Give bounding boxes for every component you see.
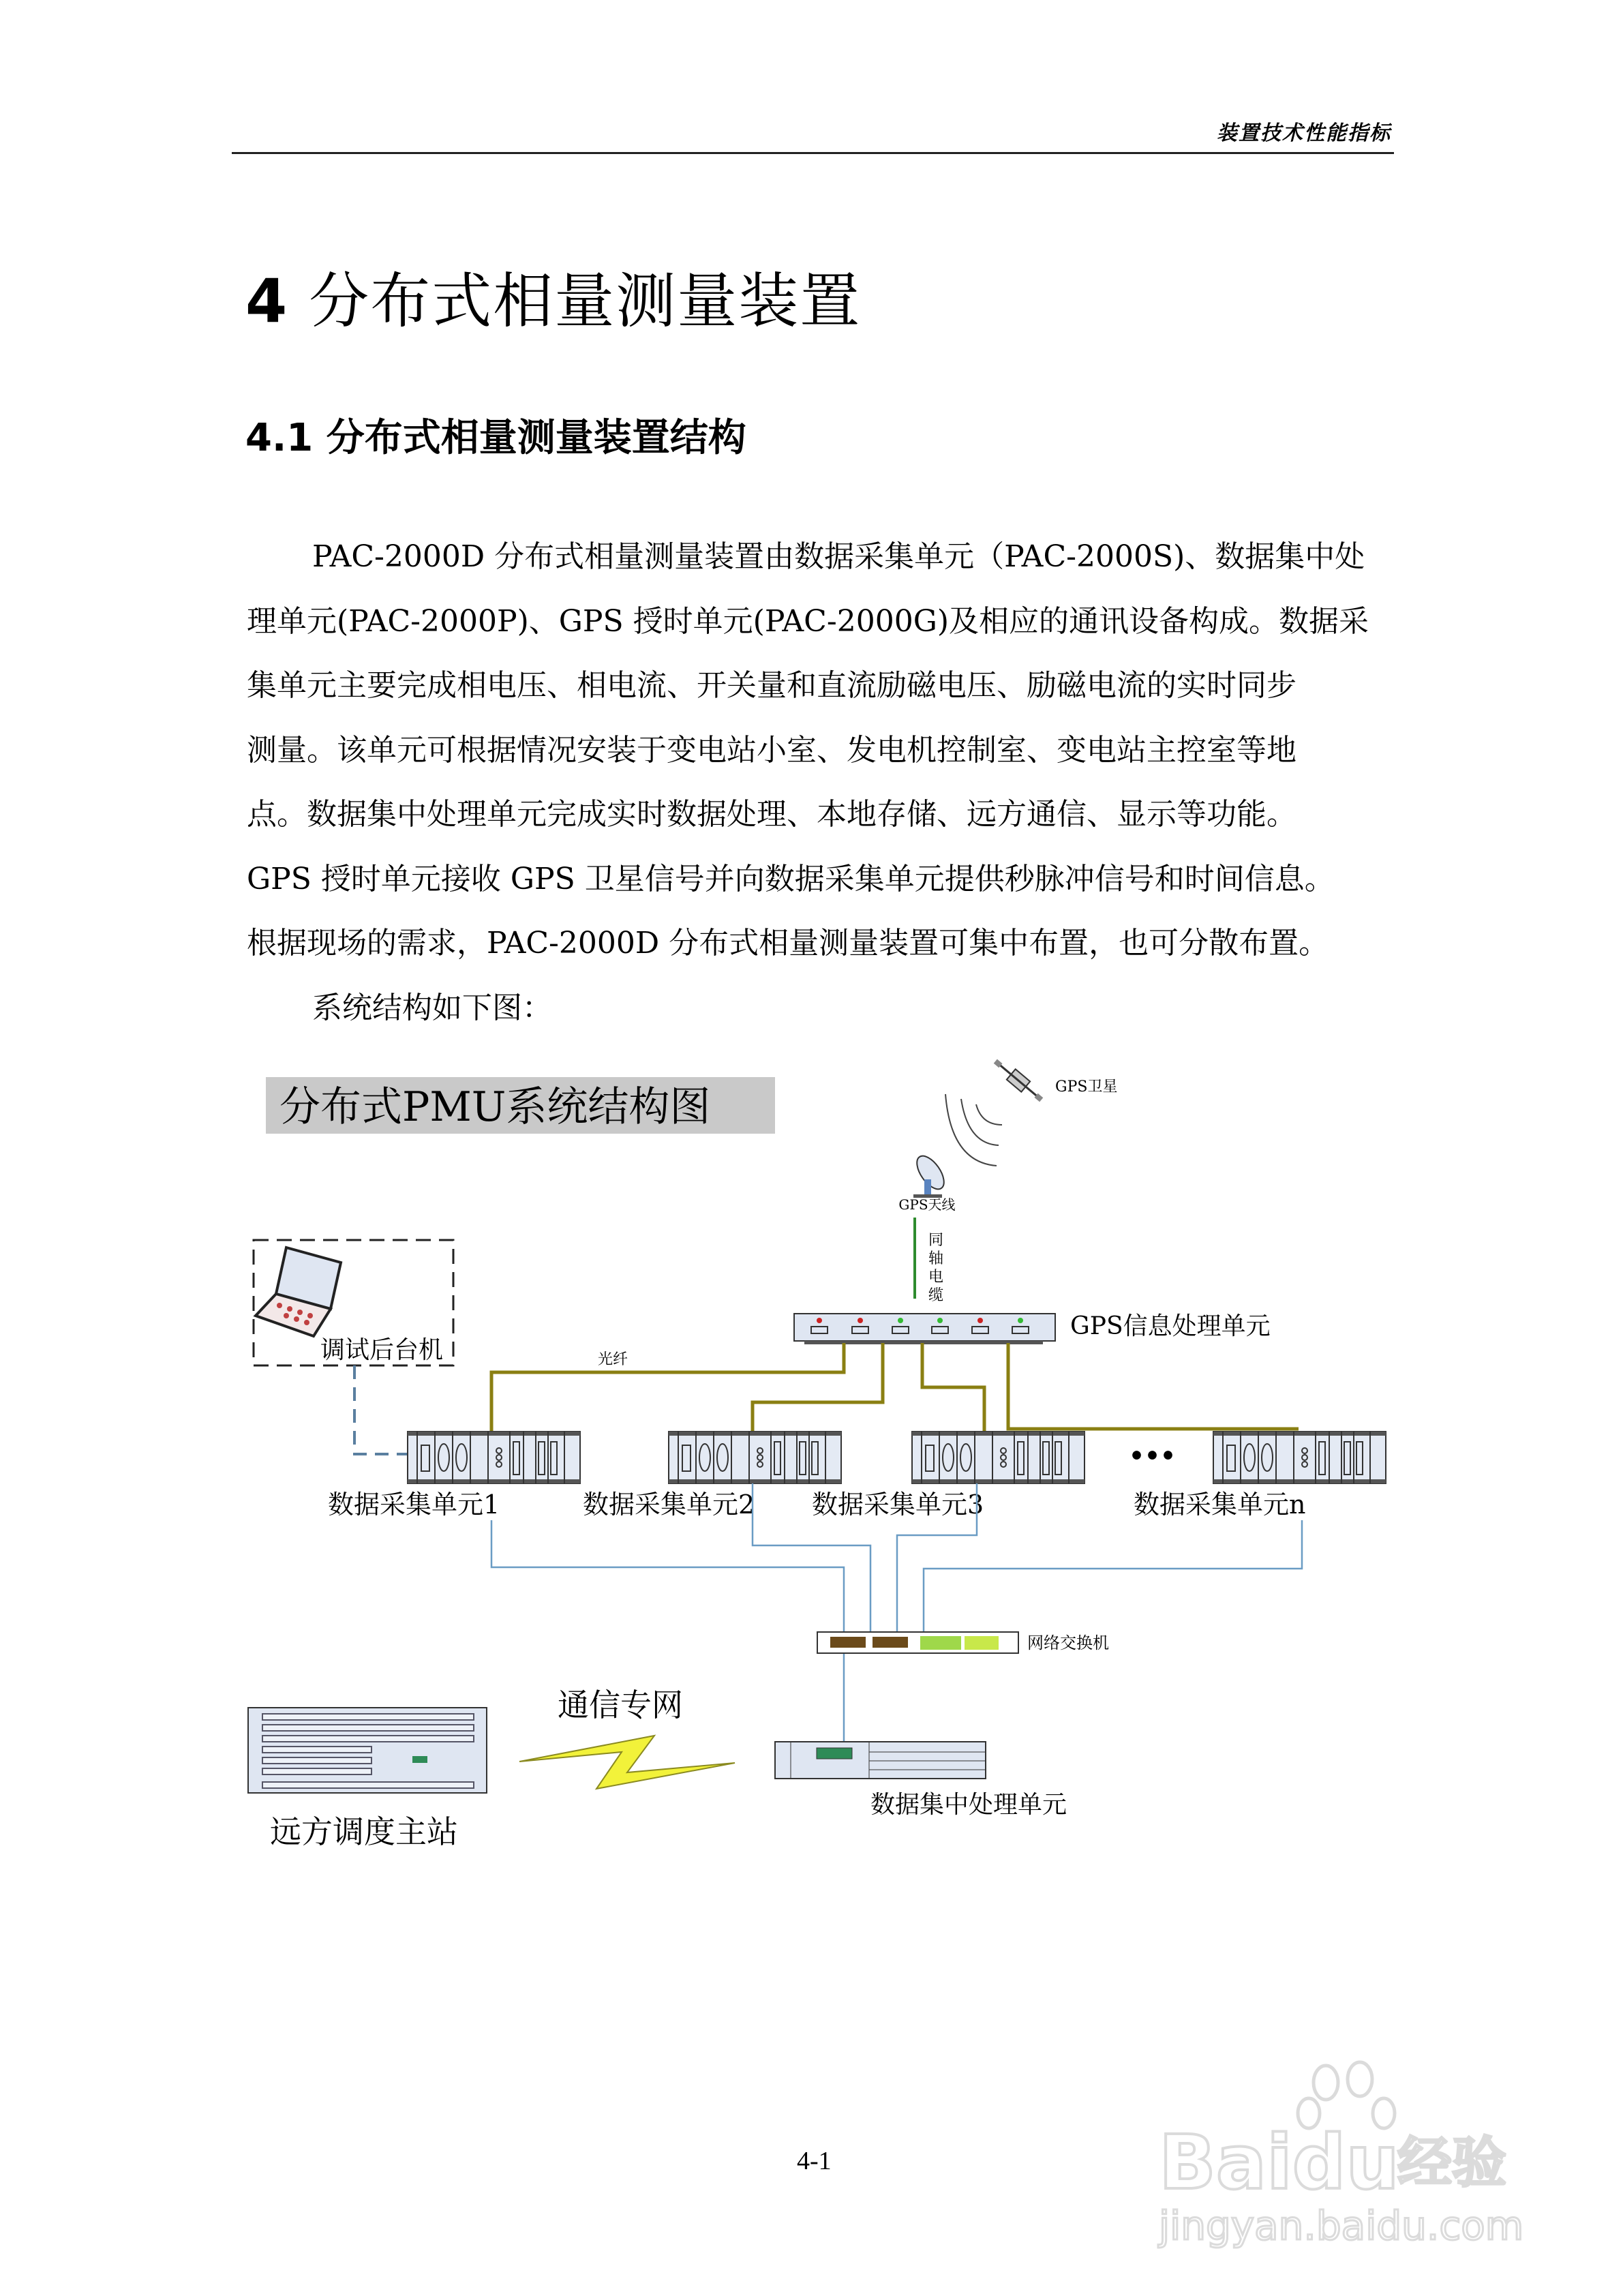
ellipsis: ••• — [1129, 1442, 1177, 1470]
acquisition-unit-label: 数据采集单元3 — [812, 1490, 984, 1520]
svg-text:经验: 经验 — [1397, 2131, 1506, 2194]
body-line: 点。数据集中处理单元完成实时数据处理、本地存储、远方通信、显示等功能。 — [247, 797, 1296, 832]
acquisition-unit-label: 数据采集单元1 — [328, 1490, 500, 1520]
switch-label: 网络交换机 — [1027, 1633, 1109, 1652]
acquisition-unit-3-device — [912, 1432, 1084, 1483]
coax-char: 电 — [928, 1269, 944, 1286]
body-line: 测量。该单元可根据情况安装于变电站小室、发电机控制室、变电站主控室等地 — [247, 732, 1296, 768]
body-line: GPS 授时单元接收 GPS 卫星信号并向数据采集单元提供秒脉冲信号和时间信息。 — [247, 861, 1335, 896]
diagram-title: 分布式PMU系统结构图 — [279, 1083, 711, 1131]
body-line: 根据现场的需求，PAC-2000D 分布式相量测量装置可集中布置，也可分散布置。 — [247, 926, 1329, 961]
gps-unit-label: GPS信息处理单元 — [1070, 1312, 1271, 1340]
remote-station-device — [248, 1708, 487, 1793]
chapter-title-text: 分布式相量测量装置 — [309, 266, 862, 336]
gps-satellite-label: GPS卫星 — [1055, 1078, 1118, 1096]
body-line: 理单元(PAC-2000P)、GPS 授时单元(PAC-2000G)及相应的通讯设备构成。数据采 — [247, 603, 1369, 639]
body-line: 集单元主要完成相电压、相电流、开关量和直流励磁电压、励磁电流的实时同步 — [247, 668, 1296, 703]
fiber-label: 光纤 — [598, 1351, 628, 1368]
network-switch-device — [817, 1632, 1018, 1653]
coax-char: 同 — [928, 1232, 944, 1249]
gps-unit-device — [794, 1314, 1055, 1344]
coax-char: 轴 — [928, 1250, 944, 1267]
page-number: 4-1 — [797, 2147, 832, 2175]
section-number: 4.1 — [245, 416, 314, 460]
acquisition-unit-labels — [328, 1490, 1305, 1520]
acquisition-unit-label: 数据采集单元2 — [583, 1490, 755, 1520]
running-header: 装置技术性能指标 — [1217, 121, 1391, 145]
acquisition-unit-label: 数据采集单元n — [1134, 1490, 1306, 1520]
acquisition-unit-1-device — [408, 1432, 580, 1483]
svg-text:Baidu: Baidu — [1159, 2119, 1399, 2206]
signal-waves-icon — [945, 1094, 1002, 1166]
acquisition-unit-2-device — [669, 1432, 841, 1483]
baidu-watermark-logo — [1157, 2062, 1523, 2249]
remote-station-label: 远方调度主站 — [270, 1813, 458, 1850]
debug-link — [354, 1365, 408, 1454]
acquisition-unit-n-device — [1213, 1432, 1386, 1483]
svg-text:jingyan.baidu.com: jingyan.baidu.com — [1159, 2203, 1524, 2249]
central-unit-device — [775, 1742, 986, 1779]
central-unit-label: 数据集中处理单元 — [870, 1791, 1067, 1819]
figure-intro: 系统结构如下图： — [312, 990, 552, 1025]
chapter-number: 4 — [245, 266, 289, 336]
section-title-text: 分布式相量测量装置结构 — [326, 416, 746, 460]
gps-antenna-icon — [911, 1151, 949, 1198]
gps-antenna-label: GPS天线 — [898, 1196, 956, 1213]
body-line: PAC-2000D 分布式相量测量装置由数据采集单元（PAC-2000S)、数据集中处 — [312, 539, 1365, 574]
laptop-icon — [256, 1248, 341, 1336]
coax-char: 缆 — [928, 1287, 944, 1304]
private-network-label: 通信专网 — [558, 1687, 683, 1723]
lightning-link-icon — [519, 1736, 735, 1789]
gps-satellite-icon — [991, 1056, 1046, 1105]
coax-label — [928, 1232, 943, 1304]
debug-pc-label: 调试后台机 — [320, 1336, 444, 1364]
